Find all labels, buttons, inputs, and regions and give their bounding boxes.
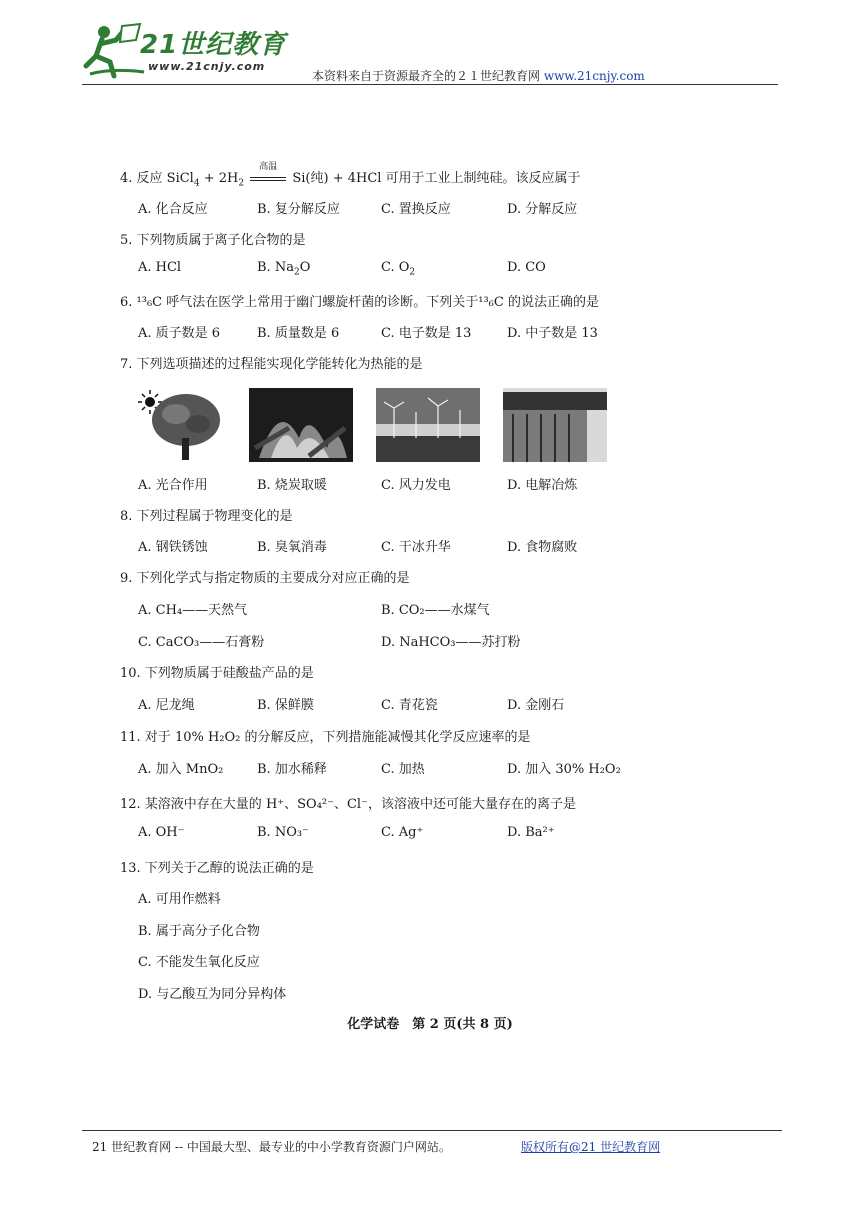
- reaction-condition: 高温: [259, 162, 278, 172]
- q4-option-d[interactable]: D. 分解反应: [507, 202, 578, 217]
- question-13-stem: 13. 下列关于乙醇的说法正确的是: [120, 861, 314, 876]
- q6-option-b[interactable]: B. 质量数是 6: [257, 326, 340, 341]
- q4-sub-1: 4: [193, 178, 200, 189]
- page-number-label: 化学试卷 第 2 页(共 8 页): [347, 1017, 513, 1032]
- q13-option-b[interactable]: B. 属于高分子化合物: [138, 924, 260, 939]
- header-divider: [82, 84, 778, 85]
- q8-option-d[interactable]: D. 食物腐败: [507, 540, 578, 555]
- q7-option-d[interactable]: D. 电解冶炼: [507, 478, 578, 493]
- q8-option-c[interactable]: C. 干冰升华: [381, 540, 451, 555]
- q13-option-c[interactable]: C. 不能发生氧化反应: [138, 955, 260, 970]
- question-5-stem: 5. 下列物质属于离子化合物的是: [120, 233, 306, 248]
- q9-option-c[interactable]: C. CaCO₃——石膏粉: [138, 635, 265, 650]
- q8-option-a[interactable]: A. 钢铁锈蚀: [138, 540, 208, 555]
- q6-option-a[interactable]: A. 质子数是 6: [138, 326, 221, 341]
- q13-option-a[interactable]: A. 可用作燃料: [138, 892, 221, 907]
- wind-power-image: [376, 388, 480, 462]
- q10-option-c[interactable]: C. 青花瓷: [381, 698, 438, 713]
- question-12-stem: 12. 某溶液中存在大量的 H⁺、SO₄²⁻、Cl⁻，该溶液中还可能大量存在的离子是: [120, 797, 576, 812]
- q4-text-3: Si(纯) + 4HCl 可用于工业上制纯硅。该反应属于: [288, 171, 581, 186]
- q10-option-a[interactable]: A. 尼龙绳: [138, 698, 195, 713]
- footer-divider: [82, 1130, 782, 1131]
- q11-option-d[interactable]: D. 加入 30% H₂O₂: [507, 762, 621, 777]
- question-7-stem: 7. 下列选项描述的过程能实现化学能转化为热能的是: [120, 357, 423, 372]
- q4-sub-2: 2: [238, 178, 245, 189]
- question-10-stem: 10. 下列物质属于硅酸盐产品的是: [120, 666, 314, 681]
- q13-option-d[interactable]: D. 与乙酸互为同分异构体: [138, 987, 287, 1002]
- page-header: [0, 0, 860, 90]
- question-6-stem: 6. ¹³₆C 呼气法在医学上常用于幽门螺旋杆菌的诊断。下列关于¹³₆C 的说法正确的是: [120, 295, 599, 310]
- q4-option-b[interactable]: B. 复分解反应: [257, 202, 340, 217]
- q5-option-c[interactable]: C. $O_2$: [381, 260, 416, 278]
- q10-option-d[interactable]: D. 金刚石: [507, 698, 565, 713]
- q9-option-b[interactable]: B. CO₂——水煤气: [381, 603, 490, 618]
- reaction-arrow: [248, 162, 288, 186]
- question-8-stem: 8. 下列过程属于物理变化的是: [120, 509, 293, 524]
- question-9-stem: 9. 下列化学式与指定物质的主要成分对应正确的是: [120, 571, 410, 586]
- q12-option-c[interactable]: C. Ag⁺: [381, 825, 424, 840]
- q4-text-1: 4. 反应 SiCl: [120, 171, 194, 186]
- q9-option-a[interactable]: A. CH₄——天然气: [138, 603, 248, 618]
- q5-option-b[interactable]: B. $Na_2O$: [257, 260, 311, 278]
- q11-option-b[interactable]: B. 加水稀释: [257, 762, 327, 777]
- q4-option-a[interactable]: A. 化合反应: [138, 202, 208, 217]
- q10-option-b[interactable]: B. 保鲜膜: [257, 698, 314, 713]
- header-url-link[interactable]: www.21cnjy.com: [543, 69, 645, 83]
- q9-option-d[interactable]: D. NaHCO₃——苏打粉: [381, 635, 521, 650]
- q5-option-d[interactable]: D. CO: [507, 260, 546, 275]
- site-logo[interactable]: [82, 22, 322, 84]
- q6-option-d[interactable]: D. 中子数是 13: [507, 326, 598, 341]
- footer-site-description: 21 世纪教育网 -- 中国最大型、最专业的中小学教育资源门户网站。: [92, 1140, 451, 1154]
- q12-option-b[interactable]: B. NO₃⁻: [257, 825, 309, 840]
- electrolysis-plant-image: [503, 388, 607, 462]
- question-4-stem: [120, 162, 581, 189]
- charcoal-fire-image: [249, 388, 353, 462]
- photosynthesis-image: [138, 388, 242, 462]
- logo-site-text: www.21cnjy.com: [148, 60, 266, 73]
- q11-option-c[interactable]: C. 加热: [381, 762, 425, 777]
- q4-text-2: + 2H: [199, 171, 239, 186]
- q6-option-c[interactable]: C. 电子数是 13: [381, 326, 472, 341]
- q12-option-d[interactable]: D. Ba²⁺: [507, 825, 555, 840]
- q8-option-b[interactable]: B. 臭氧消毒: [257, 540, 327, 555]
- logo-brand-text: 21世纪教育: [140, 30, 287, 60]
- q7-option-b[interactable]: B. 烧炭取暖: [257, 478, 327, 493]
- footer-copyright-link[interactable]: 版权所有@21 世纪教育网: [521, 1140, 661, 1154]
- q11-option-a[interactable]: A. 加入 MnO₂: [138, 762, 224, 777]
- header-note-text: 本资料来自于资源最齐全的２１世纪教育网: [312, 69, 541, 83]
- q4-option-c[interactable]: C. 置换反应: [381, 202, 451, 217]
- question-11-stem: 11. 对于 10% H₂O₂ 的分解反应，下列措施能减慢其化学反应速率的是: [120, 730, 531, 745]
- q5-option-a[interactable]: A. HCl: [138, 260, 182, 275]
- header-note: [312, 67, 645, 84]
- q7-option-a[interactable]: A. 光合作用: [138, 478, 208, 493]
- q12-option-a[interactable]: A. OH⁻: [138, 825, 185, 840]
- q7-option-c[interactable]: C. 风力发电: [381, 478, 451, 493]
